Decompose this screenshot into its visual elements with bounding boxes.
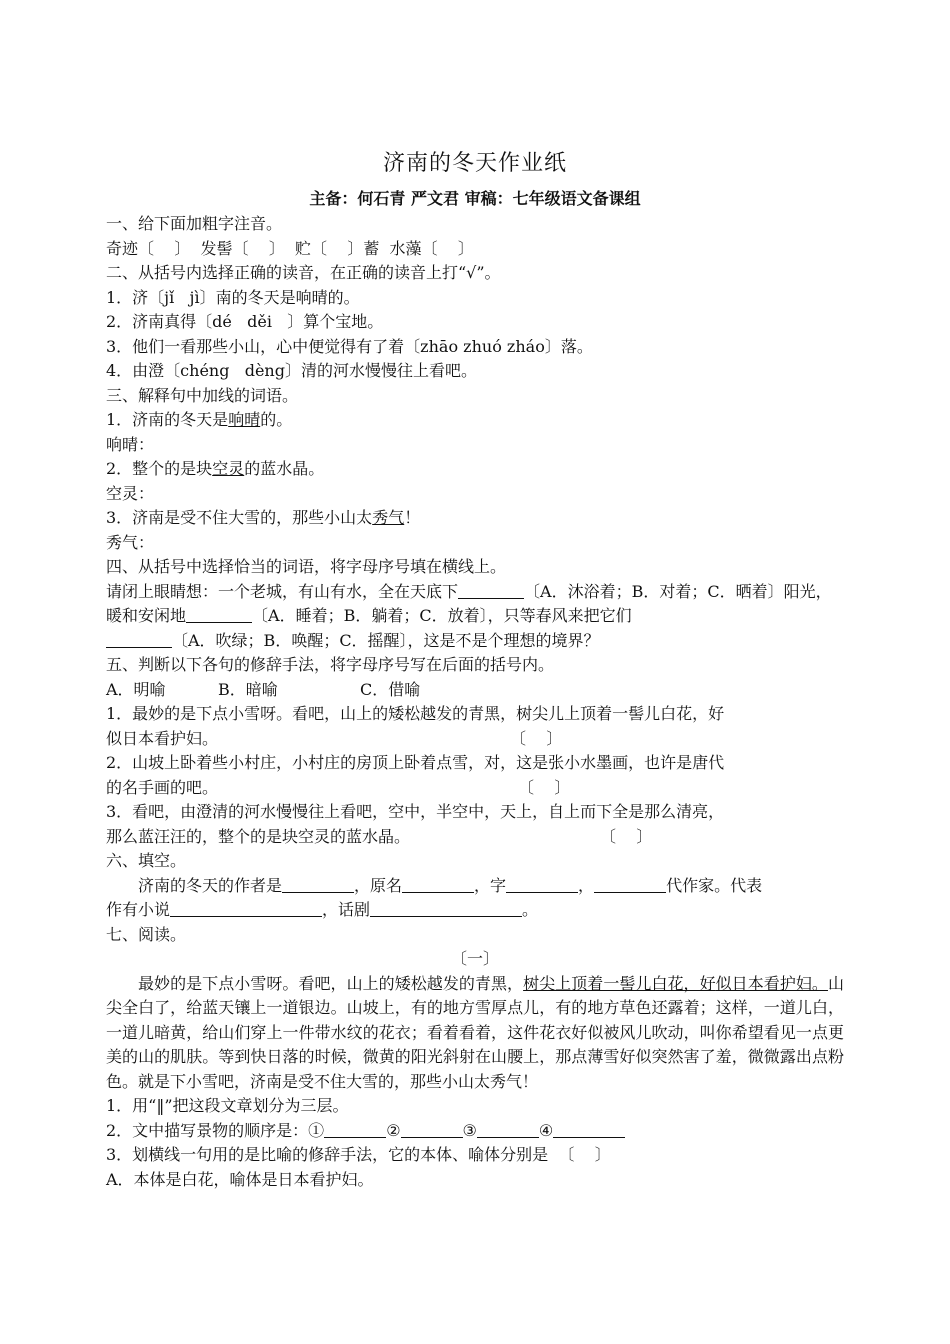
reading-subheading: 〔一〕 (450, 949, 499, 968)
underlined-word: 响晴 (228, 410, 261, 429)
underlined-sentence: 似日本看护妇。 (715, 973, 828, 993)
answer-parens[interactable]: 〔 〕 (600, 826, 653, 846)
answer-blank[interactable] (458, 582, 524, 599)
section-1-line: 奇迹〔 〕 发髻〔 〕 贮〔 〕蓄 水藻〔 〕 (106, 238, 474, 258)
answer-blank[interactable] (106, 631, 172, 648)
answer-blank[interactable] (324, 1121, 386, 1138)
section-5-question: 3．看吧，由澄清的河水慢慢往上看吧，空中，半空中，天上，自上而下全是那么清亮， (106, 802, 725, 821)
reading-question: 3．划横线一句用的是比喻的修辞手法，它的本体、喻体分别是 〔 〕 (106, 1145, 611, 1164)
reading-question: 2．文中描写景物的顺序是：① ② ③ ④ (106, 1119, 844, 1144)
answer-blank[interactable] (370, 900, 522, 917)
section-2-item: 4．由澄〔chéng dèng〕清的河水慢慢往上看吧。 (106, 361, 477, 380)
section-3-question: 3．济南是受不住大雪的，那些小山太秀气！ (106, 508, 421, 527)
section-2-item: 1．济〔jǐ jì〕南的冬天是响晴的。 (106, 287, 360, 307)
section-6-heading: 六、填空。 (106, 851, 187, 870)
answer-blank[interactable] (477, 1121, 539, 1138)
underlined-word: 秀气 (372, 508, 405, 527)
section-3-answer: 秀气： (106, 532, 155, 552)
section-2-heading: 二、从括号内选择正确的读音，在正确的读音上打“√”。 (106, 263, 501, 282)
underlined-word: 空灵 (212, 459, 245, 478)
answer-blank[interactable] (186, 606, 252, 623)
answer-parens[interactable]: 〔 〕 (510, 728, 563, 748)
answer-parens[interactable]: 〔 〕 (518, 777, 571, 797)
answer-blank[interactable] (170, 900, 322, 917)
section-5-options: A．明喻 B．暗喻 C．借喻 (106, 679, 421, 699)
section-3-answer: 空灵： (106, 483, 155, 503)
worksheet-body (106, 212, 844, 1192)
answer-blank[interactable] (401, 1121, 463, 1138)
section-5-question: 的名手画的吧。 〔 〕 (106, 777, 571, 797)
authors-line: 主备：何石青 严文君 审稿：七年级语文备课组 (309, 189, 641, 208)
section-4-heading: 四、从括号中选择恰当的词语，将字母序号填在横线上。 (106, 557, 507, 576)
answer-blank[interactable] (553, 1121, 625, 1138)
section-3-answer: 响晴： (106, 434, 155, 454)
answer-blank[interactable] (402, 876, 474, 893)
section-7-heading: 七、阅读。 (106, 924, 187, 944)
section-2-item: 3．他们一看那些小山，心中便觉得有了着〔zhāo zhuó zháo〕落。 (106, 336, 593, 356)
section-5-question: 似日本看护妇。 〔 〕 (106, 728, 563, 748)
section-5-question: 那么蓝汪汪的，整个的是块空灵的蓝水晶。 〔 〕 (106, 826, 653, 846)
reading-passage: 最妙的是下点小雪呀。看吧，山上的矮松越发的青黑，树尖上顶着一髻儿白花，好似日本看护妇。山尖全白了，给蓝天镶上一道银边。山坡上，有的地方雪厚点儿，有的地方草色还露着；这样，一道儿白，一道儿暗黄，给山们穿上一件带水纹的花衣；看着看着，这件花衣好似被风儿吹动，叫你希望看见一点更美的山的肌肤。等到快日落的时候，微黄的阳光斜射在山腰上，那点薄雪好似突然害了羞，微微露出点粉色。就是下小雪吧，济南是受不住大雪的，那些小山太秀气！ (106, 973, 844, 1091)
section-4-paragraph: 请闭上眼睛想：一个老城，有山有水，全在天底下 〔A．沐浴着；B．对着；C．晒着〕阳光，暖和安闲地 〔A．睡着；B．躺着；C．放着〕，只等春风来把它们 〔A．吹绿；B．唤醒；C．摇醒〕，这是不是个理想的境界？ (106, 581, 832, 650)
section-5-question: 1．最妙的是下点小雪呀。看吧，山上的矮松越发的青黑，树尖儿上顶着一髻儿白花，好 (106, 704, 725, 723)
section-3-question: 2．整个的是块空灵的蓝水晶。 (106, 459, 325, 478)
section-1-heading: 一、给下面加粗字注音。 (106, 214, 283, 233)
section-2-item: 2．济南真得〔dé děi 〕算个宝地。 (106, 312, 384, 331)
section-3-heading: 三、解释句中加线的词语。 (106, 385, 299, 405)
reading-option: A．本体是白花，喻体是日本看护妇。 (106, 1169, 374, 1189)
page-title: 济南的冬天作业纸 (382, 151, 567, 176)
section-6-line: 作有小说 ，话剧 。 (106, 900, 539, 919)
answer-blank[interactable] (594, 876, 666, 893)
section-6-line: 济南的冬天的作者是 ，原名 ，字 ， 代作家。代表 (138, 875, 763, 895)
answer-blank[interactable] (506, 876, 578, 893)
section-5-heading: 五、判断以下各句的修辞手法，将字母序号写在后面的括号内。 (106, 655, 555, 674)
underlined-sentence: 树尖上顶着一髻儿白花，好 (523, 973, 716, 993)
reading-question: 1．用“‖”把这段文章划分为三层。 (106, 1096, 349, 1115)
section-3-question: 1．济南的冬天是响晴的。 (106, 410, 293, 429)
section-5-question: 2．山坡上卧着些小村庄，小村庄的房顶上卧着点雪，对，这是张小水墨画，也许是唐代 (106, 753, 725, 772)
answer-blank[interactable] (282, 876, 354, 893)
